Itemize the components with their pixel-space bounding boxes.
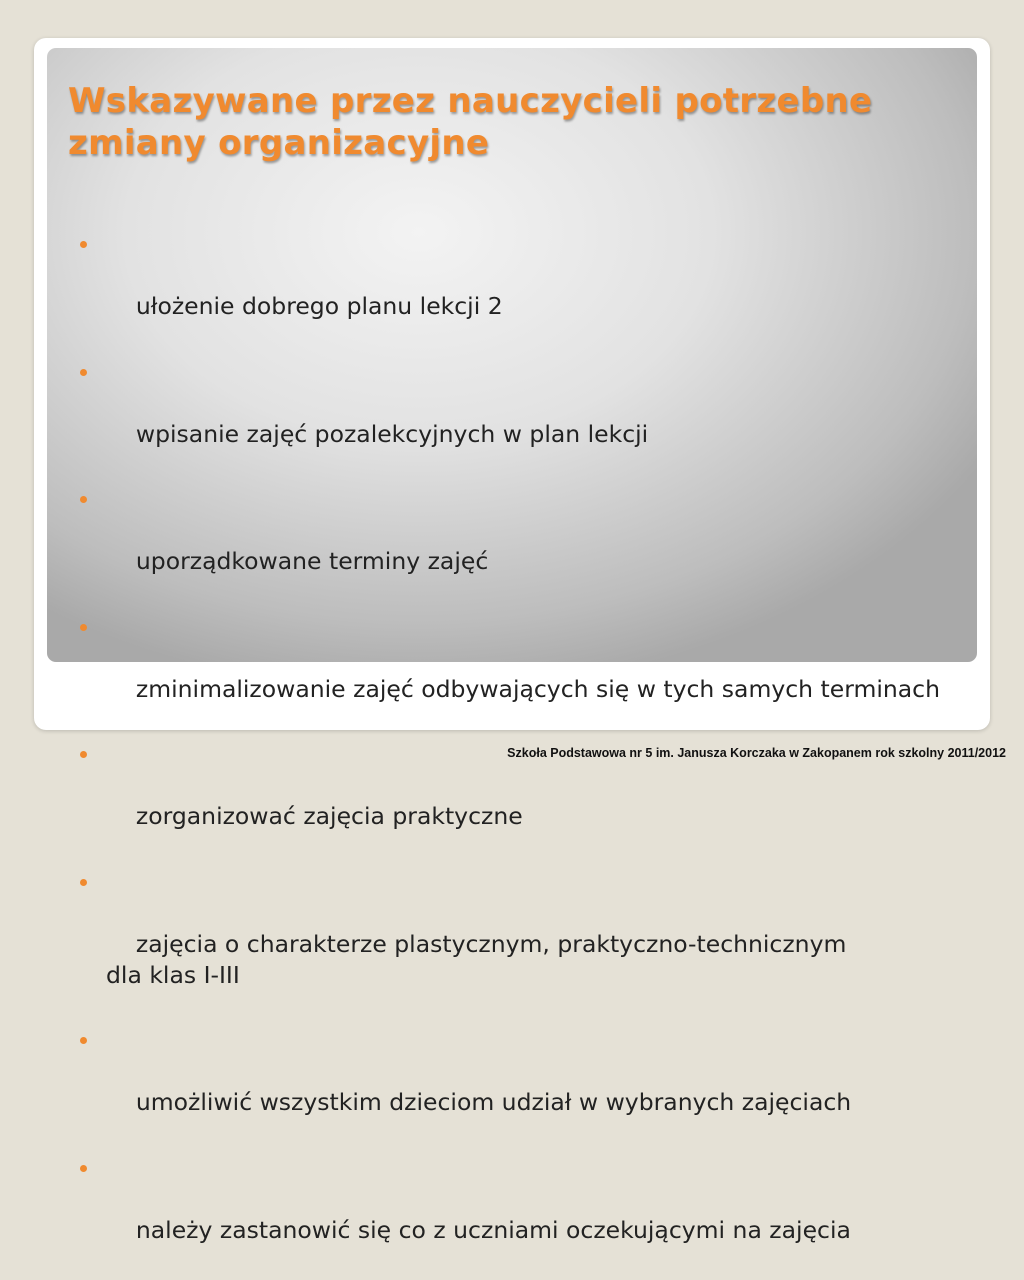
list-item: [78, 229, 948, 353]
list-item: [78, 357, 948, 481]
bullet-text: zajęcia o charakterze plastycznym, praktyczno-technicznym dla klas I-III: [106, 930, 921, 989]
bullet-dot-icon: [80, 241, 87, 248]
bullet-text: ułożenie dobrego planu lekcji 2: [136, 292, 503, 320]
bullet-text: należy zastanowić się co z uczniami oczekującymi na zajęcia: [136, 1216, 851, 1244]
bullet-dot-icon: [80, 369, 87, 376]
bullet-dot-icon: [80, 496, 87, 503]
bullet-dot-icon: [80, 1165, 87, 1172]
bullet-dot-icon: [80, 751, 87, 758]
bullet-text: zorganizować zajęcia praktyczne: [136, 802, 523, 830]
bullet-text: umożliwić wszystkim dzieciom udział w wybranych zajęciach: [136, 1088, 851, 1116]
list-item: [78, 612, 948, 736]
list-item: [78, 484, 948, 608]
bullet-text: wpisanie zajęć pozalekcyjnych w plan lekcji: [136, 420, 648, 448]
list-item: [78, 867, 948, 1022]
list-item: [78, 1025, 948, 1149]
bullet-dot-icon: [80, 1037, 87, 1044]
bullet-text: zminimalizowanie zajęć odbywających się w tych samych terminach: [136, 675, 940, 703]
bullet-dot-icon: [80, 624, 87, 631]
footer-text: Szkoła Podstawowa nr 5 im. Janusza Korczaka w Zakopanem rok szkolny 2011/2012: [507, 746, 1006, 760]
list-item: [78, 1153, 948, 1277]
bullet-text: uporządkowane terminy zajęć: [136, 547, 488, 575]
slide-title: Wskazywane przez nauczycieli potrzebne zmiany organizacyjne: [68, 80, 948, 164]
bullet-dot-icon: [80, 879, 87, 886]
